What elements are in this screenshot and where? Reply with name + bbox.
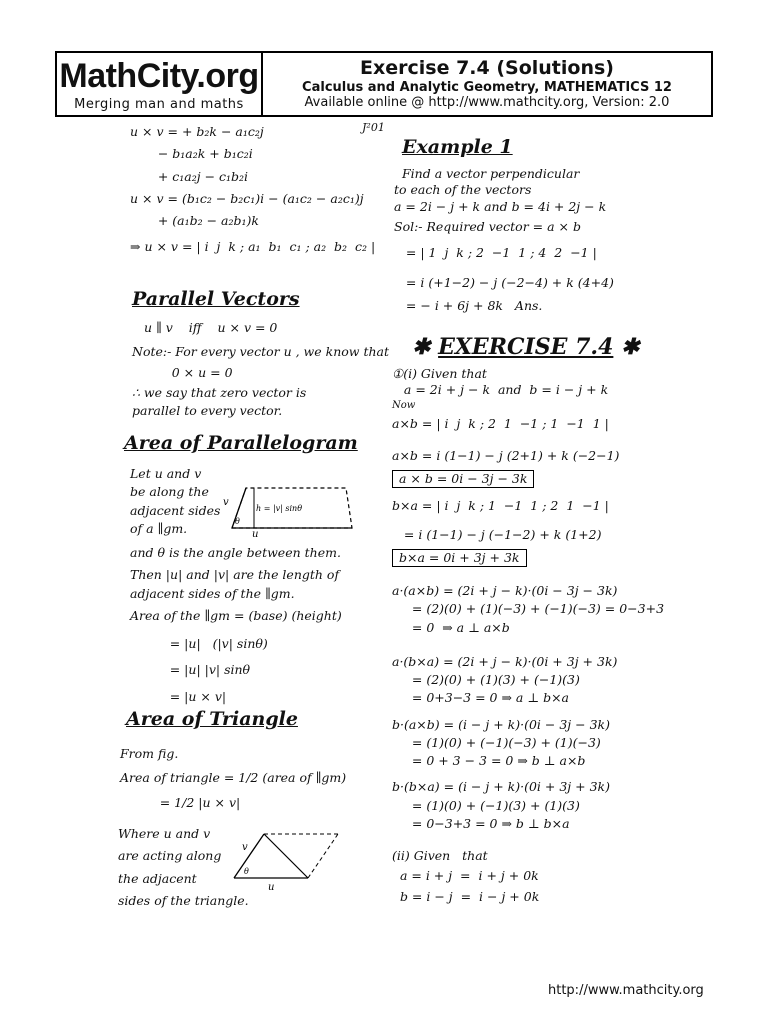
availability-note: Available online @ http://www.mathcity.org, Version: 2.0 [304, 95, 670, 110]
theta-label: θ [244, 867, 249, 876]
text-line: ⇒ u × v = | i j k ; a₁ b₁ c₁ ; a₂ b₂ c₂ | [130, 239, 376, 255]
text-line: = | 1 j k ; 2 −1 1 ; 4 2 −1 | [394, 245, 597, 260]
header [55, 51, 713, 117]
text-line: and θ is the angle between them. [130, 545, 341, 560]
text-line: 0 × u = 0 [132, 364, 233, 380]
text-line: Find a vector perpendicular [402, 166, 580, 181]
text-line: ①(i) Given that [392, 366, 487, 381]
text-line: = i (+1−2) − j (−2−4) + k (4+4) [394, 275, 614, 291]
text-line: Area of triangle = 1/2 (area of ∥gm) [120, 770, 347, 786]
height-label: h = |v| sinθ [256, 504, 303, 513]
text-line: + (a₁b₂ − a₂b₁)k [130, 213, 259, 228]
text-line: u × v = (b₁c₂ − b₂c₁)i − (a₁c₂ − a₂c₁)j [130, 190, 364, 206]
text-line: − b₁a₂k + b₁c₂i [130, 146, 253, 162]
text-line: a×b = | i j k ; 2 1 −1 ; 1 −1 1 | [392, 415, 609, 431]
triangle-figure [226, 828, 346, 894]
result-box-1 [392, 470, 712, 488]
text-line: + c₁a₂j − c₁b₂i [130, 168, 249, 184]
triangle-text [120, 746, 380, 811]
text-line: of a ∥gm. [130, 520, 188, 536]
text-line: b·(b×a) = (i − j + k)·(0i + 3j + 3k) [392, 779, 610, 795]
vector-u-label: u [268, 882, 275, 893]
text-line: to each of the vectors [394, 182, 532, 198]
text-line: = (1)(0) + (−1)(−3) + (1)(−3) [392, 734, 601, 750]
text-line: a×b = i (1−1) − j (2+1) + k (−2−1) [392, 447, 620, 463]
question-1-text [392, 366, 712, 905]
text-line: Now [392, 399, 416, 411]
text-line: Sol:- Required vector = a × b [394, 218, 581, 234]
text-line: a = i + j = i + j + 0k [392, 868, 539, 884]
text-line: Note:- For every vector u , we know that [132, 344, 389, 360]
parallel-text [132, 320, 389, 419]
left-intro [130, 124, 380, 256]
page-subtitle: Calculus and Analytic Geometry, MATHEMATICS 12 [302, 80, 672, 95]
exercise-heading-text: EXERCISE 7.4 [438, 334, 614, 360]
text-line: From fig. [120, 746, 179, 761]
text-line: = 1/2 |u × v| [120, 794, 241, 810]
brand-tagline: Merging man and maths [74, 97, 244, 112]
text-line: = (2)(0) + (1)(3) + (−1)(3) [392, 672, 580, 687]
text-line: sides of the triangle. [118, 892, 249, 908]
text-line: Area of the ∥gm = (base) (height) [130, 607, 342, 623]
brand-name[interactable]: MathCity.org [59, 57, 259, 95]
brand-box [57, 53, 263, 115]
result-box-2 [392, 549, 712, 567]
text-line: = i (1−1) − j (−1−2) + k (1+2) [392, 526, 602, 542]
text-line: are acting along [118, 848, 222, 864]
text-line: a = 2i + j − k and b = i − j + k [392, 382, 609, 398]
example-text [394, 166, 694, 314]
text-line: = |u × v| [130, 688, 227, 704]
text-line: b = i − j = i − j + 0k [392, 888, 540, 904]
text-line: = (2)(0) + (1)(−3) + (−1)(−3) = 0−3+3 [392, 601, 665, 617]
title-box [263, 53, 711, 115]
text-line: the adjacent [118, 870, 197, 886]
text-line: b×a = | i j k ; 1 −1 1 ; 2 1 −1 | [392, 498, 609, 514]
text-line: Then |u| and |v| are the length of [130, 567, 340, 583]
boxed-result: a × b = 0i − 3j − 3k [392, 470, 534, 488]
parallelogram-figure [220, 478, 360, 538]
text-line: u ∥ v iff u × v = 0 [144, 320, 278, 335]
text-line: be along the [130, 484, 209, 500]
text-line: u × v = + b₂k − a₁c₂j [130, 124, 264, 139]
star-icon: ✱ [613, 334, 640, 360]
text-line: b·(a×b) = (i − j + k)·(0i − 3j − 3k) [392, 716, 610, 732]
vector-u-label: u [252, 529, 259, 538]
text-line: = 0 + 3 − 3 = 0 ⇒ b ⊥ a×b [392, 753, 586, 768]
star-icon: ✱ [412, 334, 439, 360]
page-number: J²01 [362, 121, 385, 134]
text-line: adjacent sides of the ∥gm. [130, 585, 295, 601]
vector-v-label: v [223, 497, 229, 508]
text-line: adjacent sides [130, 502, 221, 518]
boxed-result: b×a = 0i + 3j + 3k [392, 549, 527, 567]
text-line: = 0 ⇒ a ⊥ a×b [392, 619, 510, 635]
text-line: Where u and v [118, 826, 211, 841]
example-heading: Example 1 [402, 136, 513, 158]
text-line: = (1)(0) + (−1)(3) + (1)(3) [392, 797, 580, 813]
text-line: parallel to every vector. [132, 403, 283, 418]
exercise-heading [412, 334, 639, 360]
text-line: = − i + 6j + 8k Ans. [394, 297, 543, 313]
text-line: (ii) Given that [392, 848, 488, 863]
text-line: = 0+3−3 = 0 ⇒ a ⊥ b×a [392, 690, 569, 706]
page-title: Exercise 7.4 (Solutions) [360, 57, 614, 79]
parallel-vectors-heading: Parallel Vectors [132, 288, 300, 310]
text-line: a·(a×b) = (2i + j − k)·(0i − 3j − 3k) [392, 583, 618, 598]
theta-label: θ [235, 517, 240, 526]
text-line: ∴ we say that zero vector is [132, 384, 307, 400]
text-line: a·(b×a) = (2i + j − k)·(0i + 3j + 3k) [392, 653, 618, 669]
text-line: = |u| |v| sinθ [130, 662, 251, 678]
text-line: = 0−3+3 = 0 ⇒ b ⊥ b×a [392, 815, 570, 831]
text-line: Let u and v [130, 466, 202, 481]
parallelogram-heading: Area of Parallelogram [124, 432, 358, 454]
text-line: a = 2i − j + k and b = 4i + 2j − k [394, 198, 607, 214]
text-line: = |u| (|v| sinθ) [130, 636, 268, 651]
triangle-heading: Area of Triangle [126, 708, 298, 730]
vector-v-label: v [242, 842, 248, 853]
footer-url[interactable]: http://www.mathcity.org [548, 983, 704, 998]
